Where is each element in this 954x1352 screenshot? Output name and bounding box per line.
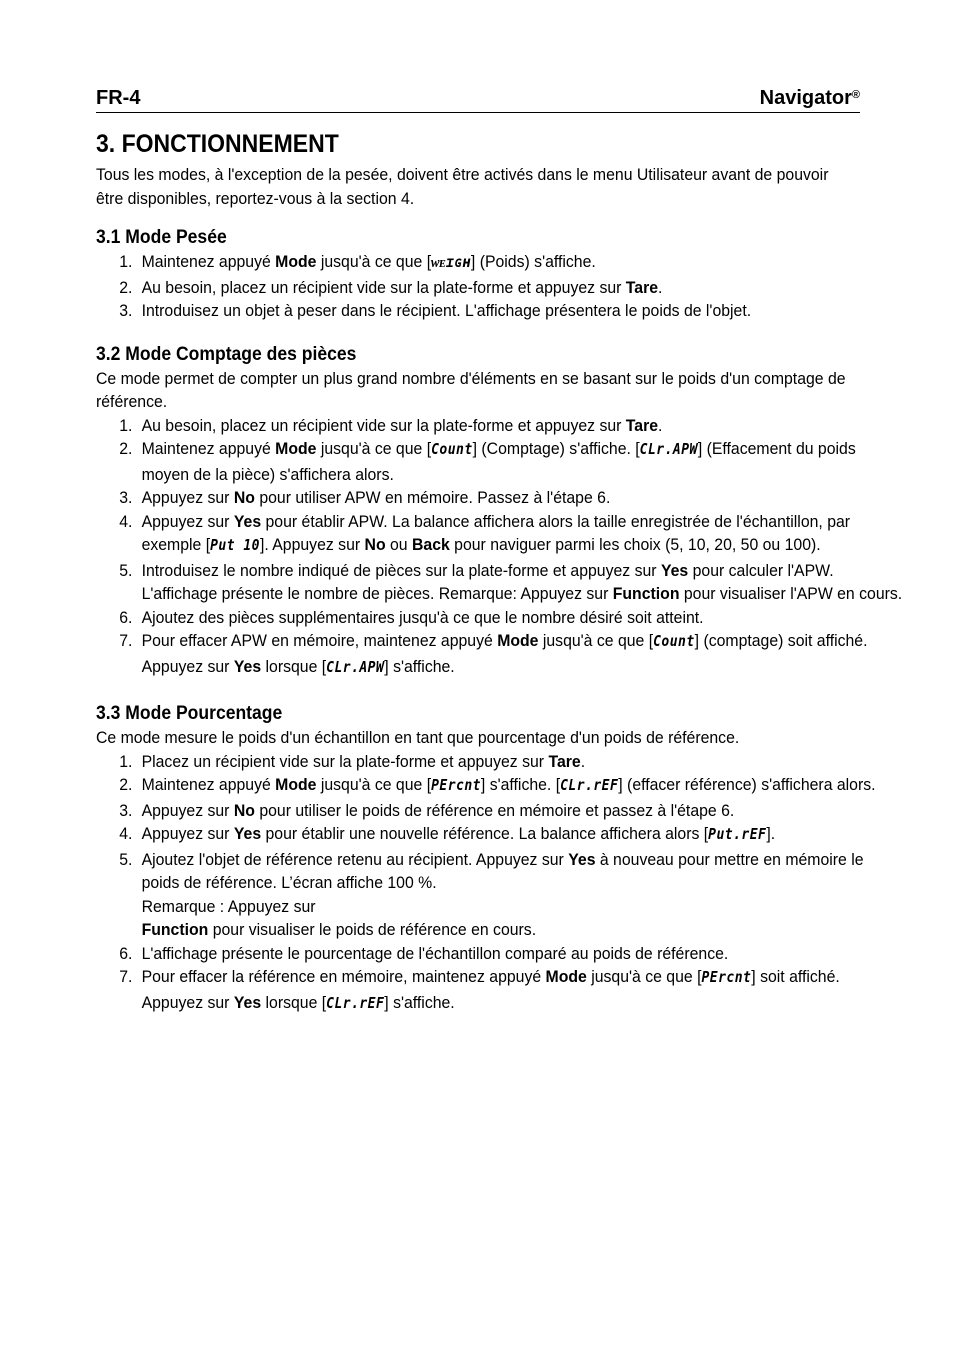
step-text: lorsque [ [261, 656, 327, 676]
step-text: . [658, 277, 663, 297]
step-item [96, 559, 904, 606]
display-readout: CLr.rEF [560, 777, 619, 795]
section-heading: 3.1 Mode Pesée [96, 226, 227, 248]
step-item [96, 299, 904, 323]
step-item [96, 510, 904, 559]
step-text: Introduisez un objet à peser dans le récipient. L'affichage présentera le poids de l'objet. [141, 301, 752, 320]
step-number: 2. [119, 775, 133, 794]
step-text: ] (effacer référence) s'affichera alors. [618, 775, 876, 794]
step-item [96, 250, 904, 276]
step-item [96, 822, 904, 848]
step-text: Au besoin, placez un récipient vide sur la plate-forme et appuyez sur [141, 277, 626, 297]
key-label: Mode [275, 439, 317, 458]
step-text: Maintenez appuyé [141, 775, 276, 794]
step-text: ] s'affiche. [384, 656, 455, 676]
display-readout: PErcnt [431, 777, 481, 795]
step-number: 4. [119, 511, 133, 531]
step-number: 3. [119, 800, 133, 820]
step-text: ] (comptage) soit affiché. Appuyez sur [141, 631, 868, 676]
key-label: Tare [625, 277, 659, 297]
step-text: ] (Comptage) s'affiche. [ [472, 439, 640, 458]
step-text: Appuyez sur [141, 800, 234, 820]
step-item [96, 799, 904, 823]
section-heading: 3.2 Mode Comptage des pièces [96, 342, 357, 365]
step-number: 1. [119, 751, 133, 771]
step-text: jusqu'à ce que [ [316, 252, 432, 271]
step-text: Appuyez sur [141, 488, 234, 507]
key-label: Mode [275, 775, 317, 794]
display-readout: PErcnt [701, 969, 752, 987]
step-text: ]. [766, 824, 776, 843]
key-label: Mode [545, 967, 587, 986]
step-text: pour utiliser le poids de référence en mémoire et passez à l'étape 6. [254, 800, 735, 820]
step-item [96, 486, 904, 510]
display-readout: ᴡᴇɪɢʜ [431, 254, 471, 272]
step-text: lorsque [ [261, 992, 327, 1012]
steps-list [96, 750, 876, 1017]
step-number: 7. [119, 631, 133, 650]
step-text: Pour effacer la référence en mémoire, maintenez appuyé [141, 967, 546, 986]
key-label: Tare [625, 415, 659, 435]
section-heading: 3.3 Mode Pourcentage [96, 702, 283, 724]
section-description: Ce mode mesure le poids d'un échantillon en tant que pourcentage d'un poids de référence. [96, 728, 740, 747]
step-text: pour calculer l'APW. L'affichage présente le nombre de pièces. Remarque: Appuyez sur [141, 560, 834, 603]
display-readout: Put.rEF [708, 826, 767, 844]
display-readout: Count [431, 441, 473, 459]
step-text: jusqu'à ce que [ [316, 439, 432, 458]
step-number: 1. [119, 252, 133, 271]
step-item [96, 414, 904, 438]
step-text: pour établir une nouvelle référence. La balance affichera alors [ [261, 824, 709, 843]
step-text: L'affichage présente le pourcentage de l'échantillon comparé au poids de référence. [141, 943, 729, 963]
step-text: Ajoutez des pièces supplémentaires jusqu'à ce que le nombre désiré soit atteint. [141, 607, 704, 627]
chapter-intro: Tous les modes, à l'exception de la pesée, doivent être activés dans le menu Utilisateur avant de pouvoir être disponibles, reportez-vous à la section 4. [96, 165, 829, 208]
step-item [96, 750, 904, 774]
step-text: pour naviguer parmi les choix (5, 10, 20, 50 ou 100). [449, 535, 821, 554]
key-label: Function [141, 920, 209, 939]
step-number: 5. [119, 560, 133, 580]
step-number: 6. [119, 943, 133, 963]
key-label: Mode [497, 631, 539, 650]
step-text: Maintenez appuyé [141, 252, 276, 271]
document-page [96, 80, 903, 1016]
step-text: ] soit affiché. Appuyez sur [141, 967, 840, 1012]
section-description: Ce mode permet de compter un plus grand nombre d'éléments en se basant sur le poids d'un comptage de référence. [96, 368, 846, 411]
step-number: 3. [119, 301, 133, 320]
step-text: Au besoin, placez un récipient vide sur la plate-forme et appuyez sur [141, 415, 626, 435]
step-text: ] (Effacement du poids moyen de la pièce) s'affichera alors. [141, 439, 856, 484]
step-item [96, 276, 904, 300]
key-label: Yes [233, 992, 262, 1012]
step-item [96, 437, 904, 486]
key-label: Mode [275, 252, 317, 271]
step-item [96, 942, 904, 966]
step-item [96, 606, 904, 630]
display-readout: Put 10 [210, 537, 260, 555]
step-number: 2. [119, 439, 133, 458]
step-text: ou [385, 535, 412, 554]
key-label: Back [411, 535, 450, 554]
key-label: Function [612, 584, 680, 603]
key-label: Yes [568, 849, 596, 869]
steps-list [96, 250, 860, 323]
key-label: No [364, 535, 386, 554]
step-text: . [658, 415, 663, 435]
chapter-title: 3. FONCTIONNEMENT [96, 130, 339, 158]
step-text: ] s'affiche. [ [480, 775, 561, 794]
product-name-text: Navigator [759, 87, 852, 109]
step-number: 2. [119, 277, 133, 297]
display-readout: CLr.APW [639, 441, 698, 459]
step-text: Placez un récipient vide sur la plate-forme et appuyez sur [141, 751, 549, 771]
section-3 [96, 700, 876, 1016]
display-readout: CLr.APW [326, 659, 385, 676]
step-text: Appuyez sur [141, 824, 234, 843]
display-readout: Count [653, 633, 695, 651]
sections-container [96, 224, 903, 1016]
section-1 [96, 224, 860, 323]
product-name [760, 86, 860, 110]
key-label: Yes [660, 560, 689, 580]
section-2 [96, 341, 903, 681]
step-number: 6. [119, 607, 133, 627]
key-label: Yes [233, 824, 262, 843]
display-readout: CLr.rEF [326, 995, 385, 1012]
steps-list [96, 414, 903, 681]
registered-mark: ® [851, 89, 860, 101]
step-number: 5. [119, 849, 133, 869]
step-number: 7. [119, 967, 133, 986]
step-text: jusqu'à ce que [ [586, 967, 702, 986]
step-text: Appuyez sur [141, 511, 234, 531]
step-text: Pour effacer APW en mémoire, maintenez appuyé [141, 631, 498, 650]
step-text: . [580, 751, 586, 771]
step-text: pour visualiser le poids de référence en cours. [208, 920, 537, 939]
step-text: jusqu'à ce que [ [538, 631, 654, 650]
key-label: Tare [548, 751, 581, 771]
step-text: à nouveau pour mettre en mémoire le poids de référence. L’écran affiche 100 %. [141, 849, 864, 892]
step-number: 1. [119, 415, 133, 435]
step-item [96, 848, 904, 942]
key-label: Yes [233, 511, 262, 531]
step-text: Introduisez le nombre indiqué de pièces sur la plate-forme et appuyez sur [141, 560, 661, 580]
key-label: Yes [233, 656, 262, 676]
key-label: No [233, 800, 255, 820]
step-text: Ajoutez l'objet de référence retenu au récipient. Appuyez sur [141, 849, 569, 869]
key-label: No [233, 488, 255, 507]
step-text: ] s'affiche. [384, 992, 455, 1012]
step-number: 4. [119, 824, 133, 843]
step-text: ] (Poids) s'affiche. [470, 252, 596, 271]
step-item [96, 773, 904, 799]
page-header [96, 80, 860, 113]
step-text: pour utiliser APW en mémoire. Passez à l'étape 6. [254, 488, 611, 507]
step-text: Maintenez appuyé [141, 439, 276, 458]
step-text: pour visualiser l'APW en cours. [679, 584, 903, 603]
step-item [96, 965, 904, 1016]
step-note: Remarque : Appuyez sur [141, 896, 316, 916]
step-text: pour établir APW. La balance affichera alors la taille enregistrée de l'échantillon, par exemple [ [141, 511, 851, 554]
step-item [96, 629, 904, 680]
page-number-label: FR-4 [96, 87, 141, 109]
step-text: jusqu'à ce que [ [316, 775, 432, 794]
step-text: ]. Appuyez sur [259, 535, 365, 554]
step-number: 3. [119, 488, 133, 507]
